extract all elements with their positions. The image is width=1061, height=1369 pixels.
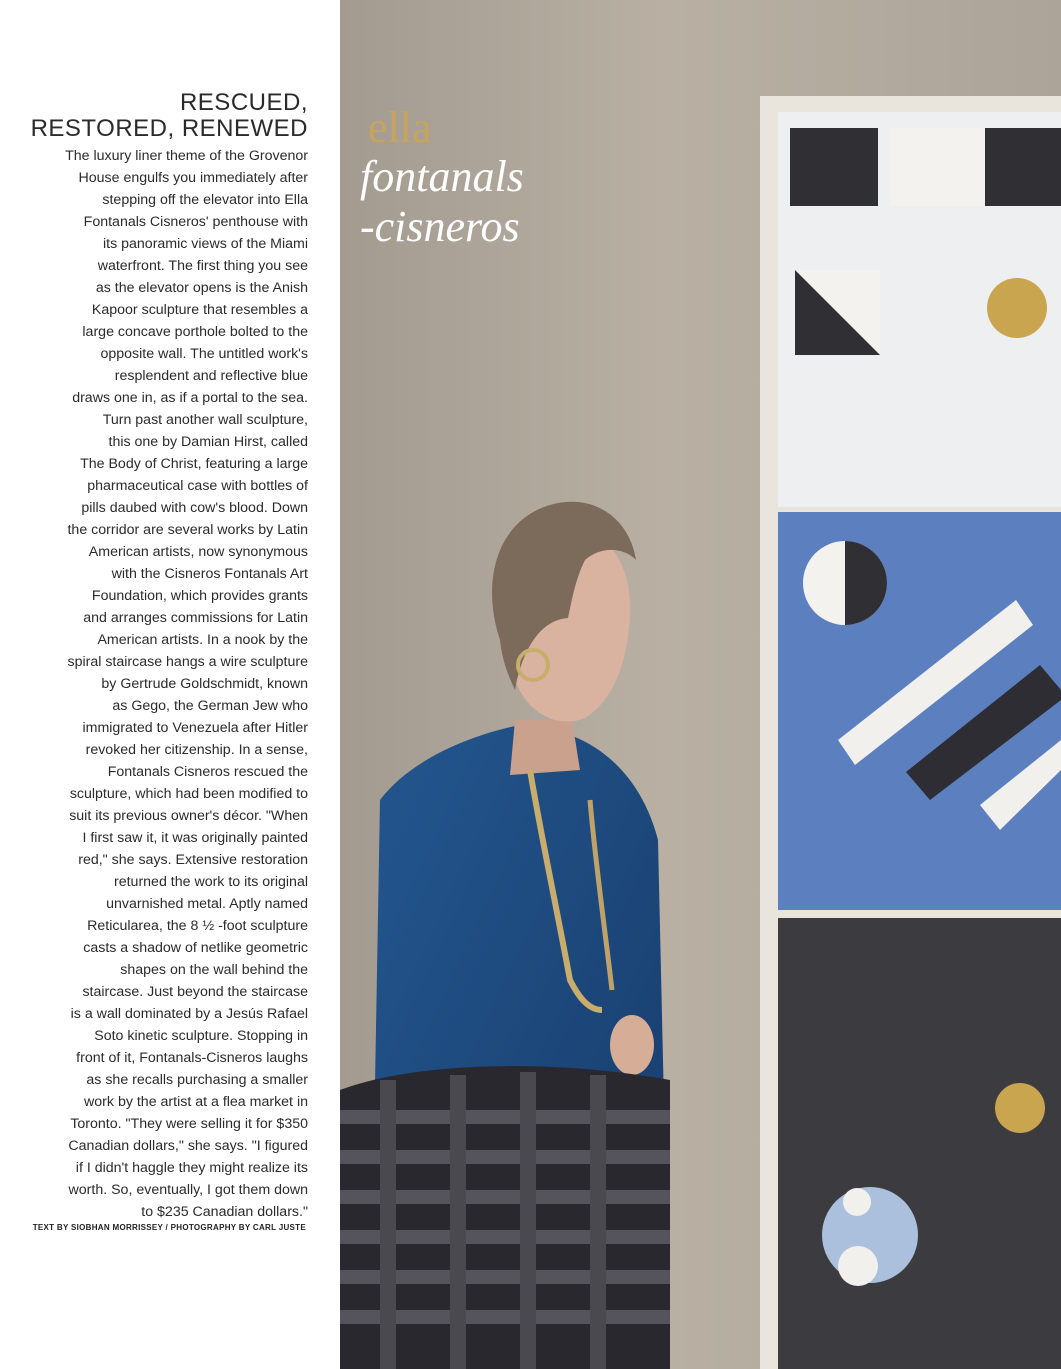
body-line: immigrated to Venezuela after Hitler xyxy=(82,720,308,736)
title-line-3: -cisneros xyxy=(360,202,520,251)
shape-gold-circle xyxy=(987,278,1047,338)
body-line: Fontanals Cisneros rescued the xyxy=(107,764,308,780)
body-line: resplendent and reflective blue xyxy=(114,368,308,384)
body-line: stepping off the elevator into Ella xyxy=(102,192,308,208)
body-line: by Gertrude Goldschmidt, known xyxy=(101,676,308,692)
body-line: shapes on the wall behind the xyxy=(120,962,308,978)
shape-black-block xyxy=(985,128,1061,206)
body-line: work by the artist at a flea market in xyxy=(84,1094,308,1110)
body-line: revoked her citizenship. In a sense, xyxy=(85,742,308,758)
shape-white-block xyxy=(890,128,985,206)
title-first-name: ella xyxy=(368,103,432,152)
body-line: the corridor are several works by Latin xyxy=(67,522,308,538)
body-line: pharmaceutical case with bottles of xyxy=(87,478,308,494)
body-line: and arranges commissions for Latin xyxy=(83,610,308,626)
body-line: Soto kinetic sculpture. Stopping in xyxy=(94,1028,308,1044)
body-line: Toronto. "They were selling it for $350 xyxy=(70,1116,308,1132)
body-line: pills daubed with cow's blood. Down xyxy=(81,500,308,516)
body-line: Reticularea, the 8 ½ -foot sculpture xyxy=(87,918,308,934)
photo-credit: TEXT BY SIOBHAN MORRISSEY / PHOTOGRAPHY BY CARL JUSTE xyxy=(32,1223,306,1232)
body-line: unvarnished metal. Aptly named xyxy=(106,896,308,912)
body-line: American artists. In a nook by the xyxy=(97,632,308,648)
body-line: Kapoor sculpture that resembles a xyxy=(91,302,308,318)
body-line: as the elevator opens is the Anish xyxy=(95,280,308,296)
body-line: is a wall dominated by a Jesús Rafael xyxy=(70,1006,308,1022)
artwork-panel-dark xyxy=(778,918,1061,1369)
woman-hand xyxy=(610,1015,654,1075)
body-line: The Body of Christ, featuring a large xyxy=(80,456,308,472)
text-column xyxy=(0,0,340,1369)
body-line: staircase. Just beyond the staircase xyxy=(82,984,308,1000)
article-body xyxy=(8,145,308,1223)
body-line: American artists, now synonymous xyxy=(88,544,308,560)
body-line: red," she says. Extensive restoration xyxy=(78,852,308,868)
body-line: Canadian dollars," she says. "I figured xyxy=(68,1138,308,1154)
headline-line-2: RESTORED, RENEWED xyxy=(30,115,308,142)
body-line: casts a shadow of netlike geometric xyxy=(83,940,308,956)
body-line: as she recalls purchasing a smaller xyxy=(86,1072,308,1088)
body-line: its panoramic views of the Miami xyxy=(103,236,308,252)
body-line: suit its previous owner's décor. "When xyxy=(69,808,308,824)
body-line: draws one in, as if a portal to the sea. xyxy=(72,390,308,406)
headline xyxy=(31,90,308,142)
body-line: spiral staircase hangs a wire sculpture xyxy=(67,654,308,670)
shape-black-square xyxy=(790,128,878,206)
title-surname xyxy=(360,152,524,252)
body-line: worth. So, eventually, I got them down xyxy=(68,1182,308,1198)
woman-neck xyxy=(510,720,580,775)
body-line: returned the work to its original xyxy=(114,874,308,890)
body-line: large concave porthole bolted to the xyxy=(82,324,308,340)
body-line: as Gego, the German Jew who xyxy=(112,698,308,714)
body-line: sculpture, which had been modified to xyxy=(69,786,308,802)
body-line: to $235 Canadian dollars." xyxy=(141,1204,308,1220)
body-line: I first saw it, it was originally painted xyxy=(82,830,308,846)
body-line: Turn past another wall sculpture, xyxy=(102,412,308,428)
body-line: this one by Damian Hirst, called xyxy=(108,434,308,450)
body-line: The luxury liner theme of the Grovenor xyxy=(65,148,308,164)
body-line: House engulfs you immediately after xyxy=(78,170,308,186)
body-line: waterfront. The first thing you see xyxy=(97,258,308,274)
body-line: Fontanals Cisneros' penthouse with xyxy=(83,214,308,230)
woven-chair xyxy=(340,1066,670,1369)
shape-gold-circle-2 xyxy=(995,1083,1045,1133)
body-line: opposite wall. The untitled work's xyxy=(100,346,308,362)
body-line: if I didn't haggle they might realize its xyxy=(75,1160,308,1176)
body-line: front of it, Fontanals-Cisneros laughs xyxy=(76,1050,308,1066)
title-line-2: fontanals xyxy=(360,152,524,201)
body-line: with the Cisneros Fontanals Art xyxy=(111,566,308,582)
headline-line-1: RESCUED, xyxy=(179,89,308,116)
body-line: Foundation, which provides grants xyxy=(91,588,308,604)
